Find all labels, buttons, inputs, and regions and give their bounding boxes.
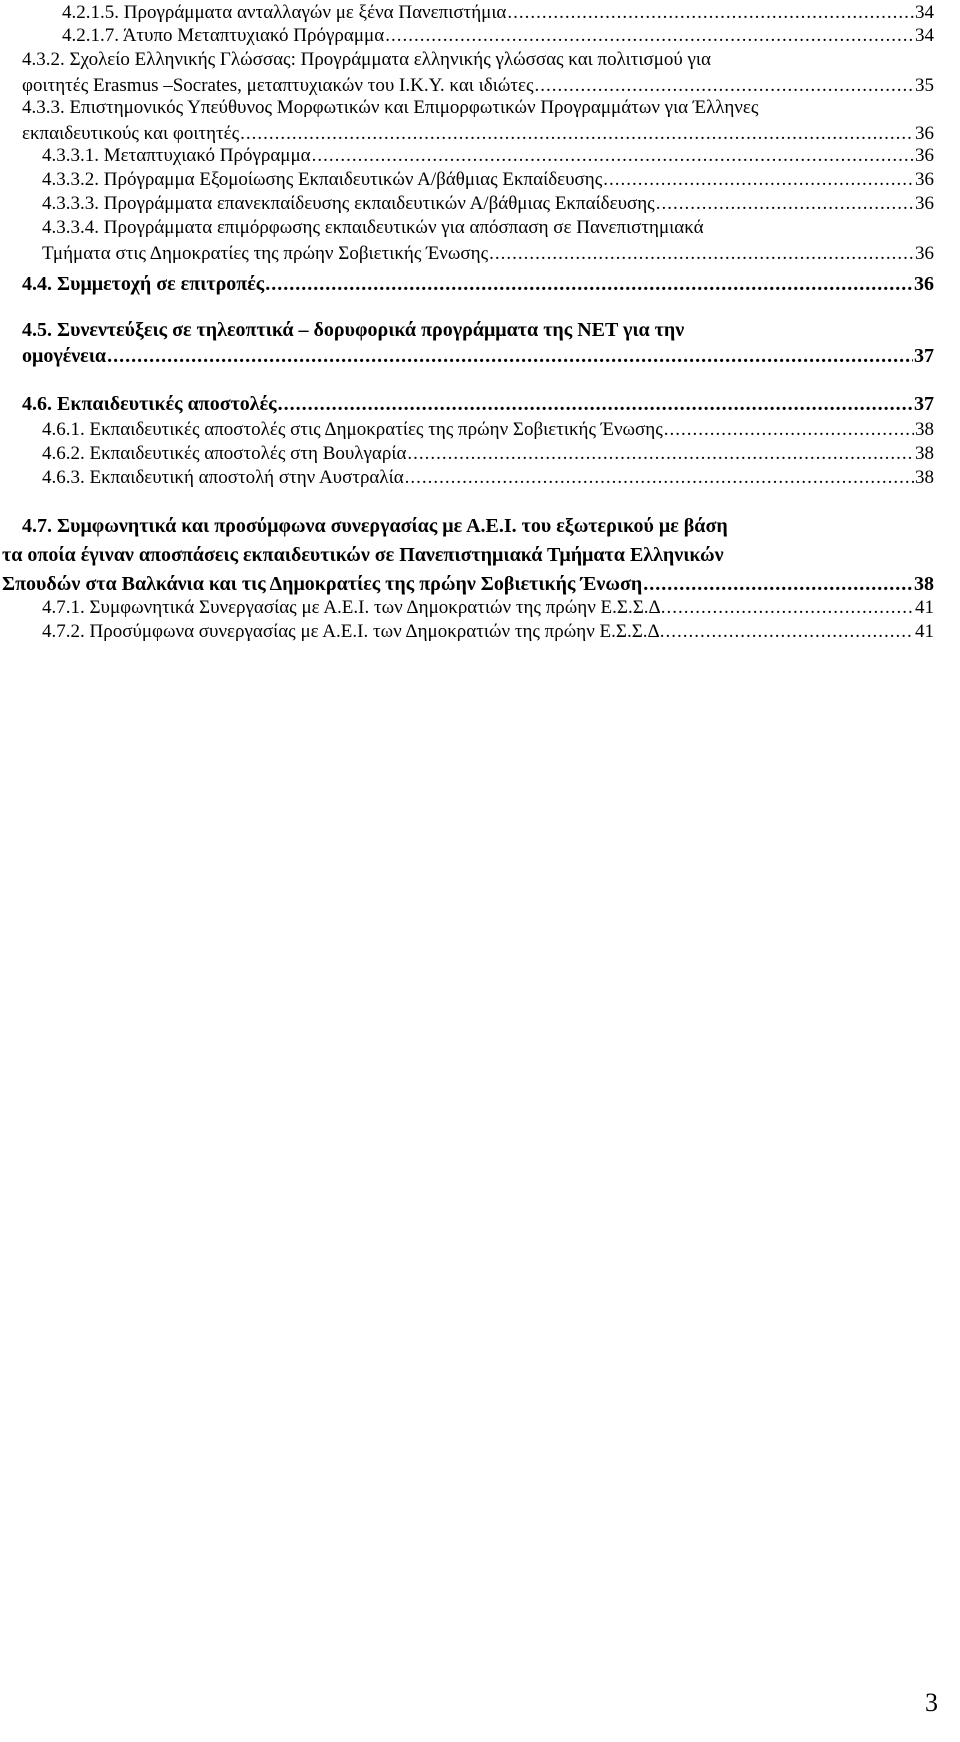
toc-entry-title: 4.6.3. Εκπαιδευτική αποστολή στην Αυστραλία [42,467,404,488]
toc-entry-title: 4.3.2. Σχολείο Ελληνικής Γλώσσας: Προγράμματα ελληνικής γλώσσας και πολιτισμού για [22,49,712,70]
toc-leader-dots [107,343,913,369]
toc-entry[interactable] [42,595,934,621]
toc-page-number: 38 [915,419,934,440]
toc-entry[interactable] [42,215,934,267]
toc-entry[interactable] [42,143,934,169]
toc-leader-dots [265,271,913,297]
toc-page-number: 38 [915,443,934,464]
toc-page-number: 36 [915,123,934,144]
toc-page-number: 36 [915,193,934,214]
toc-entry[interactable] [42,619,934,645]
page-number: 3 [925,1688,938,1717]
toc-leader-dots [603,167,914,193]
toc-page-number: 41 [915,597,934,618]
toc-entry-title: 4.6. Εκπαιδευτικές αποστολές [22,393,277,415]
toc-entry[interactable] [42,465,934,491]
toc-leader-dots [278,391,913,417]
toc-entry[interactable] [22,317,934,369]
toc-page-number: 36 [915,243,934,264]
toc-entry-title-cont: Τμήματα στις Δημοκρατίες της πρώην Σοβιετικής Ένωσης [42,243,489,264]
toc-entry-title: 4.2.1.5. Προγράμματα ανταλλαγών με ξένα Πανεπιστήμια [62,2,507,23]
toc-entry[interactable] [42,441,934,467]
toc-leader-dots [489,241,914,267]
toc-entry-title: 4.2.1.7. Άτυπο Μεταπτυχιακό Πρόγραμμα [62,25,385,46]
toc-entry[interactable] [22,391,934,417]
toc-page-number: 37 [914,345,934,367]
toc-entry-title: 4.5. Συνεντεύξεις σε τηλεοπτικά – δορυφορικά προγράμματα της ΝΕΤ για την [22,319,685,341]
toc-leader-dots [656,191,914,217]
toc-page-number: 36 [914,273,934,295]
toc-entry-title-cont: τα οποία έγιναν αποσπάσεις εκπαιδευτικών σε Πανεπιστημιακά Τμήματα Ελληνικών [2,544,724,566]
toc-page-number: 38 [914,573,934,595]
toc-leader-dots [407,441,914,467]
toc-page-number: 38 [915,467,934,488]
toc-page-number: 36 [915,145,934,166]
toc-entry[interactable] [42,191,934,217]
toc-entry-title: 4.3.3.4. Προγράμματα επιμόρφωσης εκπαιδευτικών για απόσπαση σε Πανεπιστημιακά [42,217,704,238]
toc-leader-dots [664,417,914,443]
toc-page-number: 34 [915,25,934,46]
toc-entry[interactable] [22,95,934,147]
toc-page-number: 34 [915,2,934,23]
toc-page-number: 35 [915,75,934,96]
toc-entry[interactable] [42,167,934,193]
toc-entry[interactable] [22,47,934,99]
toc-entry-title: 4.3.3.3. Προγράμματα επανεκπαίδευσης εκπαιδευτικών Α/βάθμιας Εκπαίδευσης [42,193,655,214]
toc-entry-title: 4.4. Συμμετοχή σε επιτροπές [22,273,265,295]
toc-entry[interactable] [62,23,934,49]
toc-leader-dots [643,571,913,597]
toc-entry-title-cont: Σπουδών στα Βαλκάνια και τις Δημοκρατίες της πρώην Σοβιετικής Ένωση [2,573,643,595]
toc-entry-title: 4.7.1. Συμφωνητικά Συνεργασίας με Α.Ε.Ι. των Δημοκρατιών της πρώην Ε.Σ.Σ.Δ. [42,597,666,618]
toc-leader-dots [385,23,914,49]
toc-entry[interactable] [42,417,934,443]
toc-page-number: 41 [915,621,934,642]
toc-entry-title: 4.3.3.2. Πρόγραμμα Εξομοίωσης Εκπαιδευτικών Α/βάθμιας Εκπαίδευσης [42,169,603,190]
toc-entry[interactable] [2,513,934,597]
toc-entry-title-cont: φοιτητές Erasmus –Socrates, μεταπτυχιακών του Ι.Κ.Υ. και ιδιώτες [22,75,534,96]
toc-leader-dots [667,595,914,621]
toc-entry-title: 4.6.1. Εκπαιδευτικές αποστολές στις Δημοκρατίες της πρώην Σοβιετικής Ένωσης [42,419,663,440]
toc-page-number: 37 [914,393,934,415]
toc-leader-dots [405,465,914,491]
toc-entry-title: 4.3.3. Επιστημονικός Υπεύθυνος Μορφωτικών και Επιμορφωτικών Προγραμμάτων για Έλληνες [22,97,759,118]
toc-leader-dots [665,619,914,645]
toc-page-number: 36 [915,169,934,190]
toc-entry[interactable] [22,271,934,297]
toc-entry-title-cont: ομογένεια [22,345,107,367]
toc-entry-title: 4.6.2. Εκπαιδευτικές αποστολές στη Βουλγαρία [42,443,407,464]
toc-entry-title: 4.7.2. Προσύμφωνα συνεργασίας με Α.Ε.Ι. των Δημοκρατιών της πρώην Ε.Σ.Σ.Δ. [42,621,665,642]
toc-entry-title: 4.7. Συμφωνητικά και προσύμφωνα συνεργασίας με Α.Ε.Ι. του εξωτερικού με βάση [22,515,728,537]
toc-leader-dots [312,143,914,169]
toc-entry-title-cont: εκπαιδευτικούς και φοιτητές [22,123,240,144]
toc-entry-title: 4.3.3.1. Μεταπτυχιακό Πρόγραμμα [42,145,311,166]
